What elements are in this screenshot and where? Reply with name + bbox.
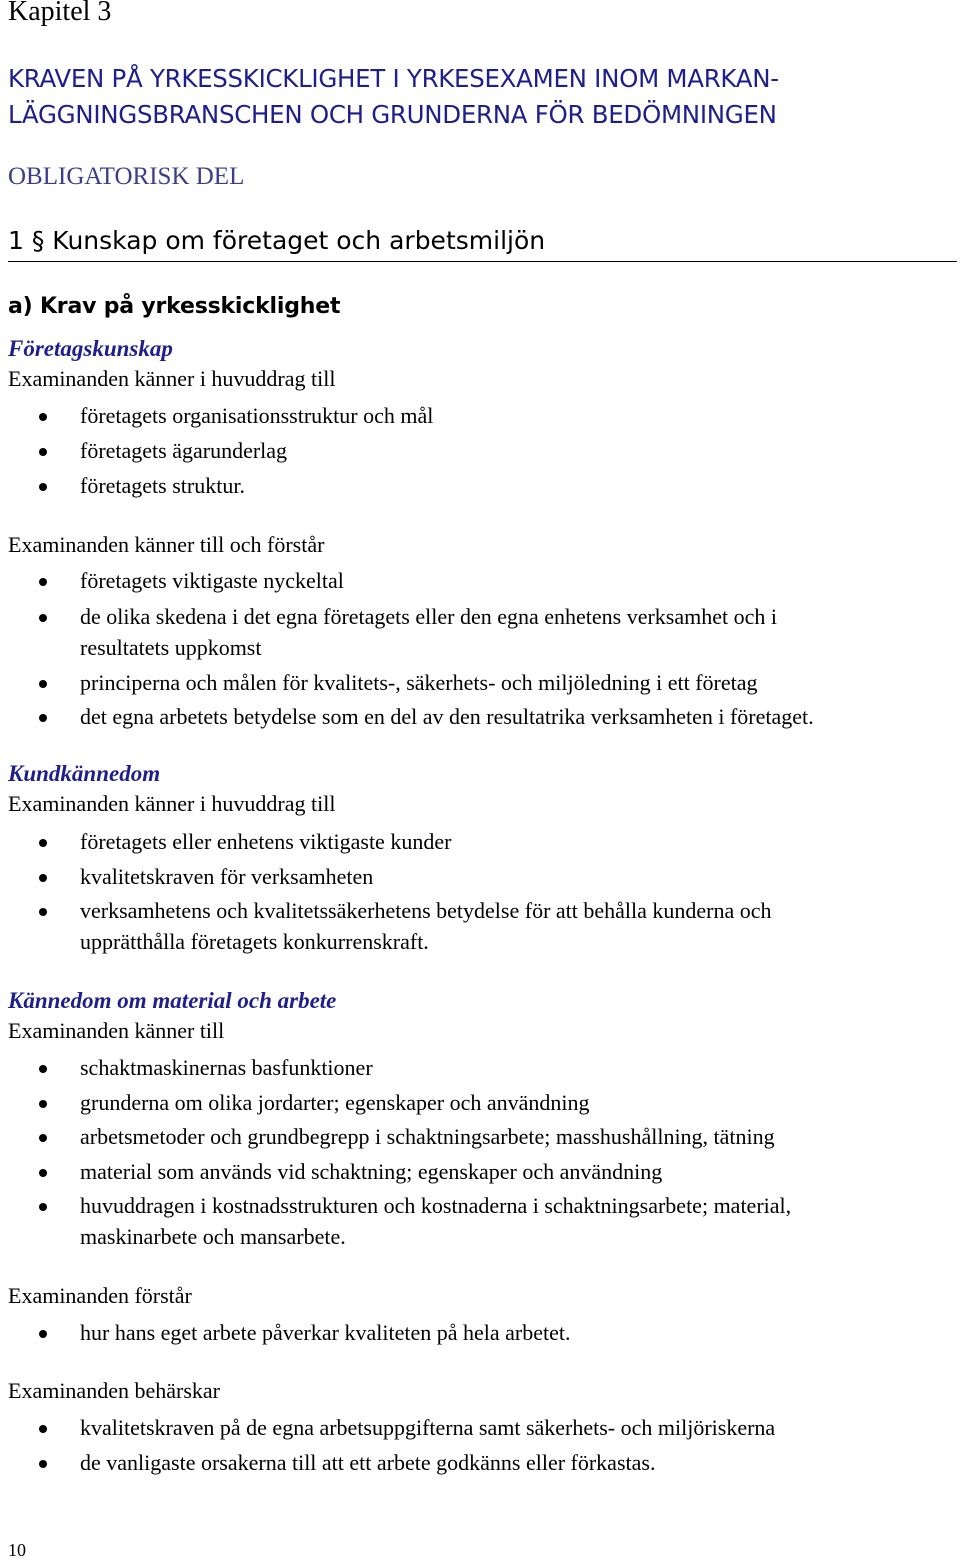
list-item-text: hur hans eget arbete påverkar kvaliteten på hela arbetet. xyxy=(80,1320,571,1345)
list-item-text: material som används vid schaktning; egenskaper och användning xyxy=(80,1159,663,1184)
list-item-text: maskinarbete och mansarbete. xyxy=(80,1224,346,1249)
list-item-text: huvuddragen i kostnadsstrukturen och kostnaderna i schaktningsarbete; material, xyxy=(80,1193,792,1218)
bullet-icon xyxy=(39,714,47,722)
bullet-icon xyxy=(39,614,47,622)
bullet-icon xyxy=(39,448,47,456)
bullet-icon xyxy=(39,1065,47,1073)
bullet-icon xyxy=(39,1134,47,1142)
list-item-text: principerna och målen för kvalitets-, säkerhets- och miljöledning i ett företag xyxy=(80,670,758,695)
list-item-text: det egna arbetets betydelse som en del av den resultatrika verksamheten i företaget. xyxy=(80,704,814,729)
group-2-intro: Examinanden känner till och förstår xyxy=(8,532,325,557)
list-item-text: företagets organisationsstruktur och mål xyxy=(80,403,434,428)
group-5-intro: Examinanden förstår xyxy=(8,1283,192,1308)
list-item-text: företagets ägarunderlag xyxy=(80,438,288,463)
section-divider xyxy=(8,261,957,262)
chapter-label: Kapitel 3 xyxy=(8,0,112,27)
bullet-icon xyxy=(39,1203,47,1211)
list-item-text: företagets eller enhetens viktigaste kunder xyxy=(80,829,452,854)
group-4-intro: Examinanden känner till xyxy=(8,1018,225,1043)
group-3-intro: Examinanden känner i huvuddrag till xyxy=(8,791,336,816)
bullet-icon xyxy=(39,680,47,688)
list-item-text: de vanligaste orsakerna till att ett arbete godkänns eller förkastas. xyxy=(80,1450,656,1475)
topic-heading-material: Kännedom om material och arbete xyxy=(8,988,337,1013)
bullet-icon xyxy=(39,483,47,491)
topic-heading-foretagskunskap: Företagskunskap xyxy=(8,336,173,361)
main-title-line-2: LÄGGNINGSBRANSCHEN OCH GRUNDERNA FÖR BEDÖMNINGEN xyxy=(8,100,777,129)
bullet-icon xyxy=(39,908,47,916)
section-heading: 1 § Kunskap om företaget och arbetsmiljön xyxy=(8,226,546,255)
list-item-text: verksamhetens och kvalitetssäkerhetens betydelse för att behålla kunderna och xyxy=(80,898,772,923)
list-item-text: arbetsmetoder och grundbegrepp i schaktningsarbete; masshushållning, tätning xyxy=(80,1124,775,1149)
list-item-text: upprätthålla företagets konkurrenskraft. xyxy=(80,929,429,954)
list-item-text: schaktmaskinernas basfunktioner xyxy=(80,1055,373,1080)
list-item-text: de olika skedena i det egna företagets eller den egna enhetens verksamhet och i xyxy=(80,604,777,629)
list-item-text: företagets struktur. xyxy=(80,473,245,498)
group-1-intro: Examinanden känner i huvuddrag till xyxy=(8,366,336,391)
bullet-icon xyxy=(39,839,47,847)
bullet-icon xyxy=(39,1330,47,1338)
list-item-text: kvalitetskraven för verksamheten xyxy=(80,864,374,889)
list-item-text: företagets viktigaste nyckeltal xyxy=(80,568,344,593)
bullet-icon xyxy=(39,1460,47,1468)
list-item-text: resultatets uppkomst xyxy=(80,635,262,660)
bullet-icon xyxy=(39,1425,47,1433)
bullet-icon xyxy=(39,874,47,882)
part-label: OBLIGATORISK DEL xyxy=(8,163,245,190)
page-number: 10 xyxy=(8,1540,26,1560)
group-6-intro: Examinanden behärskar xyxy=(8,1378,220,1403)
subsection-heading: a) Krav på yrkesskicklighet xyxy=(8,294,341,319)
bullet-icon xyxy=(39,578,47,586)
topic-heading-kundkannedom: Kundkännedom xyxy=(8,761,161,786)
bullet-icon xyxy=(39,1169,47,1177)
bullet-icon xyxy=(39,1100,47,1108)
bullet-icon xyxy=(39,413,47,421)
main-title-line-1: KRAVEN PÅ YRKESSKICKLIGHET I YRKESEXAMEN INOM MARKAN- xyxy=(8,64,779,93)
list-item-text: kvalitetskraven på de egna arbetsuppgifterna samt säkerhets- och miljöriskerna xyxy=(80,1415,776,1440)
list-item-text: grunderna om olika jordarter; egenskaper och användning xyxy=(80,1090,590,1115)
